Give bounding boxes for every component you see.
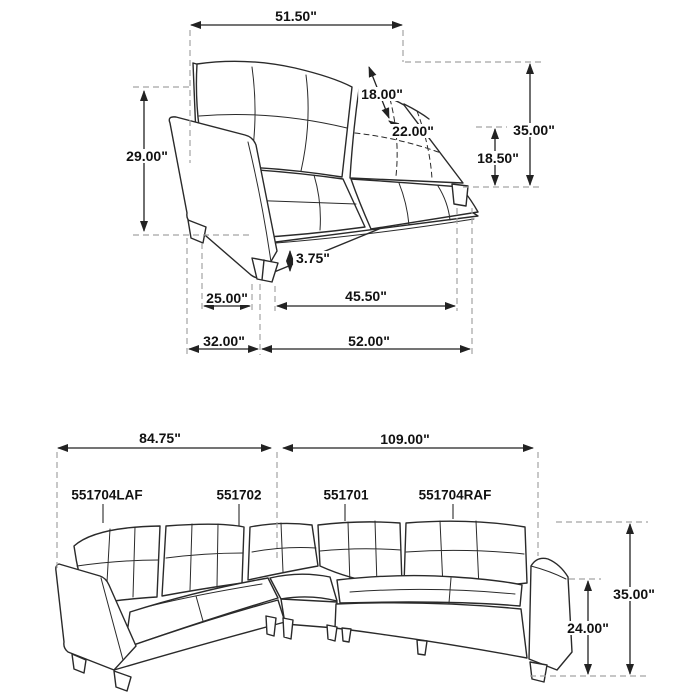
dim-label-side-height: 29.00" — [123, 149, 171, 163]
sofa-leg — [114, 671, 131, 691]
dim-label-back-cushion: 18.00" — [358, 87, 406, 101]
part-label-551702: 551702 — [213, 488, 264, 502]
dim-label-overall-width: 52.00" — [345, 334, 393, 348]
dim-label-cushion-length: 25.00" — [203, 291, 251, 305]
sofa-leg — [530, 662, 547, 682]
dim-label-back-width: 51.50" — [272, 9, 320, 23]
dim-label-seat-depth: 22.00" — [389, 124, 437, 138]
dim-label-sectional-arm-height: 24.00" — [564, 621, 612, 635]
dim-label-arm-side-depth: 32.00" — [200, 334, 248, 348]
dim-label-right-side-width: 109.00" — [377, 432, 432, 446]
sectional-front-face — [335, 603, 527, 658]
dim-label-left-side-width: 84.75" — [136, 431, 184, 445]
part-label-551704laf: 551704LAF — [68, 488, 145, 502]
sectional-arm-right — [529, 558, 572, 670]
dim-label-leg-height: 3.75" — [293, 251, 333, 265]
part-label-551704raf: 551704RAF — [416, 488, 495, 502]
sofa-leg — [417, 640, 427, 655]
part-label-551701: 551701 — [320, 488, 371, 502]
top-sofa-drawing — [169, 61, 478, 282]
dim-label-seat-height: 18.50" — [474, 151, 522, 165]
sofa-leg — [342, 628, 351, 642]
seat-cushion-corner — [270, 574, 337, 601]
sofa-leg — [252, 258, 278, 282]
dim-label-overall-height: 35.00" — [510, 123, 558, 137]
dim-label-open-side-length: 45.50" — [342, 289, 390, 303]
bottom-sectional-drawing — [56, 521, 572, 691]
sofa-leg — [283, 618, 293, 639]
dim-label-sectional-height: 35.00" — [610, 587, 658, 601]
sofa-leg — [327, 625, 337, 641]
sofa-leg — [266, 616, 276, 636]
